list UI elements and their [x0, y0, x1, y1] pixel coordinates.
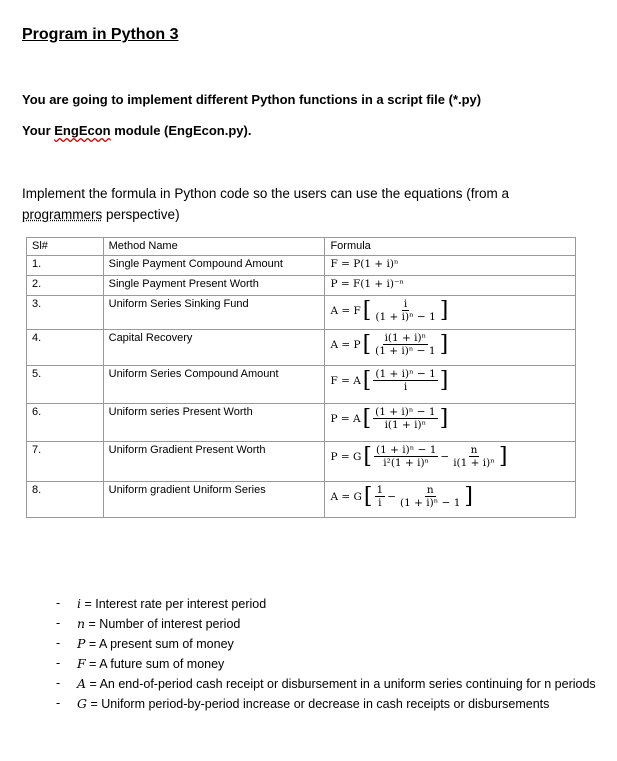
legend-item: - A = An end-of-period cash receipt or disbursement in a uniform series continuing for n periods [56, 676, 596, 691]
table-row [27, 482, 576, 518]
formula-denominator: i(1 + i)ⁿ [453, 457, 495, 469]
formula-single-payment-present: P = F(1 + i)⁻ⁿ [325, 276, 576, 296]
legend-text: = Number of interest period [85, 617, 241, 631]
row-method: Uniform gradient Uniform Series [103, 482, 325, 518]
table-row [27, 366, 576, 404]
formula-denominator: i(1 + i)ⁿ [384, 419, 427, 431]
formula-minus: − [387, 490, 396, 503]
formula-series-compound: F = A [ $\frac{\text{(1 + i)ⁿ − 1}}{i}$ ] [325, 366, 576, 404]
legend-text: = An end-of-period cash receipt or disbursement in a uniform series continuing for n periods [86, 677, 596, 691]
formula-numerator: (1 + i)ⁿ − 1 [375, 444, 437, 456]
legend-item: - F = A future sum of money [56, 656, 225, 671]
formula-numerator: n [426, 484, 434, 496]
legend-text: = Uniform period-by-period increase or decrease in cash receipts or disbursements [87, 697, 550, 711]
row-method: Uniform Series Sinking Fund [103, 296, 325, 330]
formula-numerator: (1 + i)ⁿ − 1 [375, 368, 436, 380]
formula-lhs: A = G [330, 490, 362, 503]
header-sl: Sl# [27, 238, 104, 256]
legend-item: - G = Uniform period-by-period increase or decrease in cash receipts or disbursements [56, 696, 550, 711]
formula-minus: − [440, 450, 450, 463]
formula-series-present: P = A [ $\frac{\text{(1 + i)ⁿ − 1}}{\text{i(1 + i)ⁿ}}$ ] [325, 404, 576, 442]
module-name: EngEcon [54, 123, 111, 138]
row-sl: 5. [27, 366, 104, 404]
intro-line-2 [22, 123, 251, 138]
formula-lhs: A = F [330, 304, 361, 317]
formula-capital-recovery: A = P [ $\frac{\text{i(1 + i)ⁿ}}{\text{(1 + i)ⁿ − 1}}$ ] [325, 330, 576, 366]
formula-denominator: (1 + i)ⁿ − 1 [375, 345, 436, 357]
header-formula: Formula [325, 238, 576, 256]
formula-denominator: i [403, 381, 408, 393]
legend-symbol: F [77, 656, 86, 671]
implement-text: Implement the formula in Python code so the users can use the equations (from a [22, 186, 510, 201]
legend-symbol: G [77, 696, 87, 711]
formula-numerator: i [403, 298, 408, 310]
legend-symbol: A [77, 676, 87, 691]
table-row [27, 442, 576, 482]
legend-text: = A present sum of money [85, 637, 234, 651]
formula-sinking-fund: A = F [ $\frac{i}{\text{(1 + i)ⁿ − 1}}$ ] [325, 296, 576, 330]
legend-item: - n = Number of interest period [56, 616, 241, 631]
formula-denominator: i [378, 497, 382, 509]
formula-numerator: (1 + i)ⁿ − 1 [375, 406, 436, 418]
formula-lhs: F = A [330, 374, 361, 387]
formula-lhs: P = A [330, 412, 361, 425]
formula-single-payment-compound: F = P(1 + i)ⁿ [325, 256, 576, 276]
formula-numerator: n [470, 444, 478, 456]
legend-symbol: n [77, 616, 86, 631]
intro-line-2-prefix: Your [22, 123, 55, 138]
legend-item: - P = A present sum of money [56, 636, 234, 651]
row-method: Uniform Gradient Present Worth [103, 442, 325, 482]
table-header-row [27, 238, 576, 256]
row-method: Single Payment Present Worth [103, 276, 325, 296]
row-sl: 4. [27, 330, 104, 366]
row-method: Capital Recovery [103, 330, 325, 366]
row-sl: 7. [27, 442, 104, 482]
legend-symbol: i [77, 596, 81, 611]
row-sl: 3. [27, 296, 104, 330]
variable-legend [56, 594, 596, 714]
legend-item: - i = Interest rate per interest period [56, 596, 267, 611]
intro-line-1: You are going to implement different Python functions in a script file (*.py) [22, 92, 482, 107]
formula-lhs: P = G [330, 450, 362, 463]
formula-denominator: i²(1 + i)ⁿ [383, 457, 430, 469]
table-row [27, 404, 576, 442]
formula-gradient-present: P = G [ $\frac{\text{(1 + i)ⁿ − 1}}{\text{i²(1 + i)ⁿ}}$ − $\frac{n}{\text{i(1 + i)ⁿ}}$ ] [325, 442, 576, 482]
row-sl: 6. [27, 404, 104, 442]
intro-line-2-suffix: module (EngEcon.py). [110, 123, 252, 138]
row-method: Single Payment Compound Amount [103, 256, 325, 276]
header-method: Method Name [103, 238, 325, 256]
table-row [27, 296, 576, 330]
page-title: Program in Python 3 [22, 26, 179, 43]
row-sl: 8. [27, 482, 104, 518]
table-row [27, 256, 576, 276]
formula-table [26, 237, 576, 518]
formula-denominator: (1 + i)ⁿ − 1 [400, 497, 461, 509]
row-method: Uniform Series Compound Amount [103, 366, 325, 404]
row-method: Uniform series Present Worth [103, 404, 325, 442]
legend-text: = A future sum of money [85, 657, 225, 671]
formula-numerator: i(1 + i)ⁿ [384, 332, 427, 344]
programmers-word: programmers [22, 207, 103, 222]
row-sl: 1. [27, 256, 104, 276]
formula-numerator: 1 [376, 484, 384, 496]
row-sl: 2. [27, 276, 104, 296]
legend-symbol: P [77, 636, 86, 651]
table-row [27, 330, 576, 366]
formula-denominator: (1 + i)ⁿ − 1 [375, 311, 436, 323]
legend-text: = Interest rate per interest period [81, 597, 267, 611]
implement-suffix: perspective) [102, 207, 180, 222]
implement-instructions [22, 183, 582, 225]
table-row [27, 276, 576, 296]
formula-gradient-uniform: A = G [ $\frac{1}{i}$ − $\frac{n}{\text{(1 + i)ⁿ − 1}}$ ] [325, 482, 576, 518]
formula-lhs: A = P [330, 338, 361, 351]
